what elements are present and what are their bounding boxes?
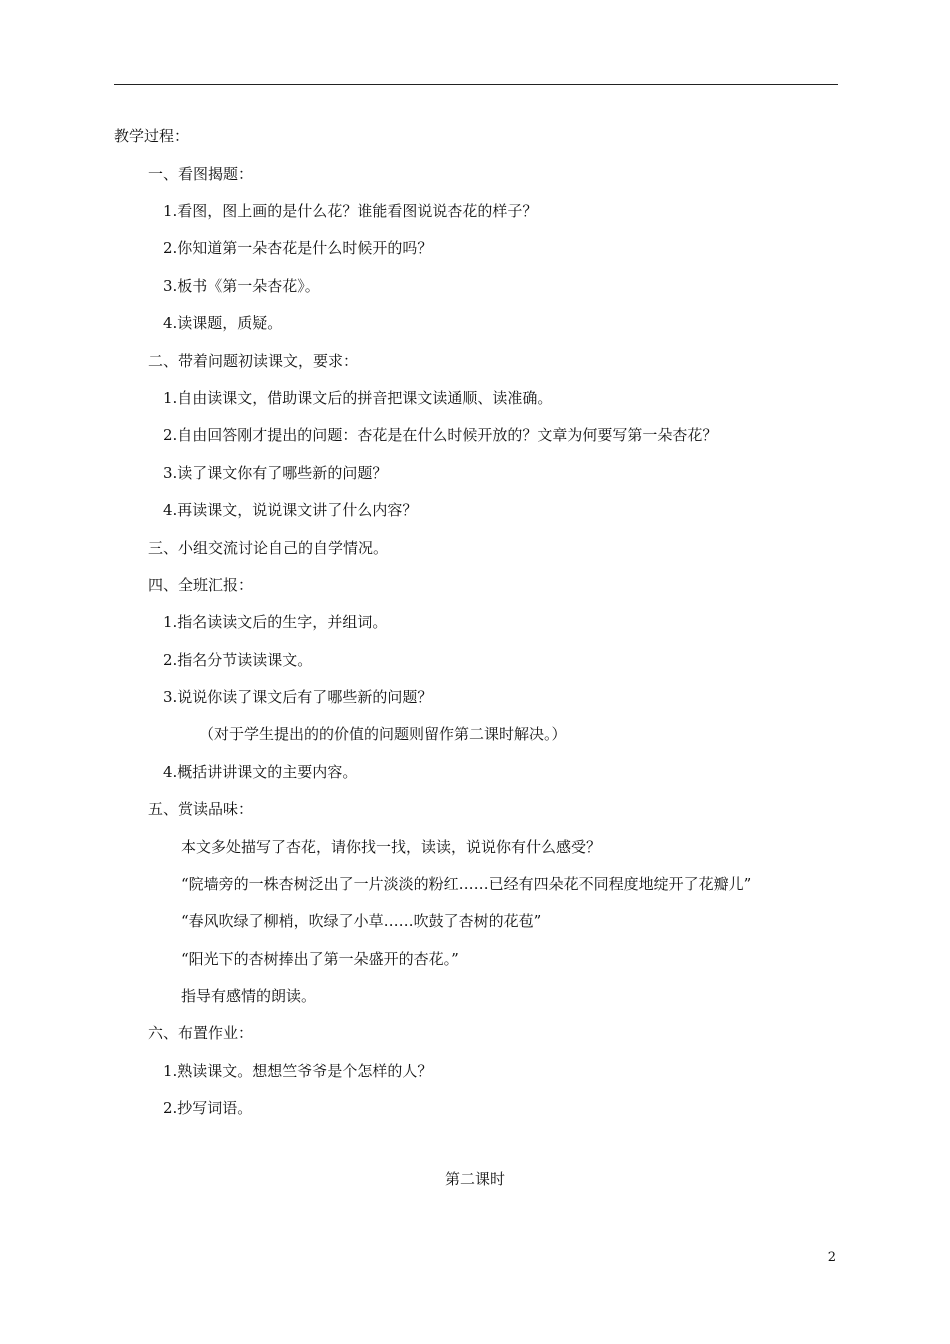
list-item: 3.说说你读了课文后有了哪些新的问题？ (163, 688, 433, 706)
paragraph: 本文多处描写了杏花，请你找一找，读读，说说你有什么感受？ (181, 838, 602, 856)
header-rule (114, 84, 838, 85)
section-heading-6: 六、布置作业： (148, 1024, 254, 1042)
list-item: 2.你知道第一朵杏花是什么时候开的吗？ (163, 239, 433, 257)
list-item: 3.读了课文你有了哪些新的问题？ (163, 464, 388, 482)
section-heading-3: 三、小组交流讨论自己的自学情况。 (148, 539, 389, 557)
section-title: 第二课时 (444, 1170, 505, 1188)
section-heading-5: 五、赏读品味： (148, 800, 254, 818)
list-item: 3.板书《第一朵杏花》。 (163, 277, 320, 295)
quote-text: “春风吹绿了柳梢，吹绿了小草……吹鼓了杏树的花苞” (181, 912, 542, 930)
list-item: 4.读课题，质疑。 (163, 314, 283, 332)
section-heading-2: 二、带着问题初读课文，要求： (148, 352, 359, 370)
list-item: 1.看图，图上画的是什么花？谁能看图说说杏花的样子？ (163, 202, 538, 220)
note-text: （对于学生提出的的价值的问题则留作第二课时解决。） (199, 725, 567, 743)
list-item: 2.抄写词语。 (163, 1099, 253, 1117)
paragraph: 指导有感情的朗读。 (181, 987, 317, 1005)
list-item: 1.熟读课文。想想竺爷爷是个怎样的人？ (163, 1062, 433, 1080)
quote-text: “阳光下的杏树捧出了第一朵盛开的杏花。” (181, 950, 459, 968)
section-heading-1: 一、看图揭题： (148, 165, 254, 183)
heading-teaching-process: 教学过程： (114, 127, 190, 145)
list-item: 4.再读课文，说说课文讲了什么内容？ (163, 501, 418, 519)
page-number: 2 (827, 1250, 836, 1265)
list-item: 2.指名分节读读课文。 (163, 651, 313, 669)
section-heading-4: 四、全班汇报： (148, 576, 254, 594)
list-item: 4.概括讲讲课文的主要内容。 (163, 763, 358, 781)
list-item: 1.自由读课文，借助课文后的拼音把课文读通顺、读准确。 (163, 389, 553, 407)
quote-text: “院墙旁的一株杏树泛出了一片淡淡的粉红……已经有四朵花不同程度地绽开了花瓣儿” (181, 875, 752, 893)
list-item: 2.自由回答刚才提出的问题：杏花是在什么时候开放的？文章为何要写第一朵杏花？ (163, 426, 718, 444)
list-item: 1.指名读读文后的生字，并组词。 (163, 613, 388, 631)
